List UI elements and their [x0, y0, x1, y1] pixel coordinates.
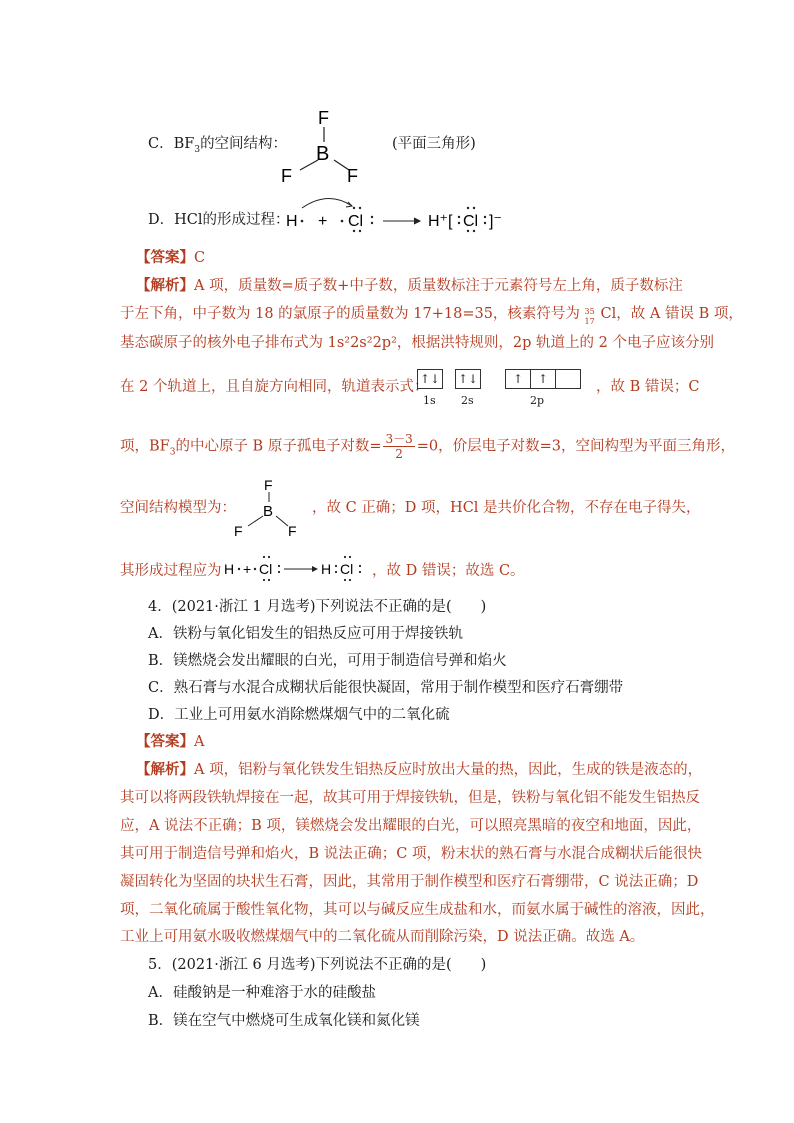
bf3-structure-analysis: [228, 474, 308, 542]
q3-option-d: D．HCl的形成过程：: [148, 212, 290, 228]
atom-f-top: F: [318, 108, 329, 128]
orbital-box-2p-3: [555, 369, 581, 389]
q3-analysis-line-7b: ，故 D 错误；故选 C。: [372, 563, 525, 579]
q4-analysis-line-7: 工业上可用氨水吸收燃煤烟气中的二氧化硫从而削除污染，D 说法正确。故选 A。: [120, 929, 645, 945]
atom-f-right: F: [288, 523, 297, 539]
q3-analysis-line-1: 【解析】A 项，质量数=质子数+中子数，质量数标注于元素符号左上角，质子数标注: [136, 277, 683, 294]
atom-h: H: [286, 213, 298, 230]
atom-cl: Cl: [259, 561, 273, 577]
q4-analysis-line-1: 【解析】A 项，铝粉与氧化铁发生铝热反应时放出大量的热，因此，生成的铁是液态的，: [136, 761, 703, 778]
q4-option-c: C．熟石膏与水混合成糊状后能很快凝固，常用于制作模型和医疗石膏绷带: [148, 680, 624, 696]
atom-f-top: F: [264, 477, 273, 493]
isotope-notation: 35 17: [584, 307, 595, 326]
hcl-formation-analysis: [222, 548, 374, 588]
q4-analysis-line-6: 项，二氧化硫属于酸性氧化物，其可以与碱反应生成盐和水，而氨水属于碱性的溶液，因此，: [120, 902, 715, 918]
q3-option-c: C．$BF_3$的空间结构：: [148, 136, 288, 155]
q4-option-d: D．工业上可用氨水消除燃煤烟气中的二氧化硫: [148, 707, 450, 723]
q4-stem: 4．(2021·浙江 1 月选考)下列说法不正确的是( ): [148, 599, 487, 615]
atom-b: B: [316, 143, 330, 165]
q5-option-a: A．硅酸钠是一种难溶于水的硅酸盐: [148, 985, 376, 1001]
hcl-product-ion: H⁺[: [428, 213, 453, 230]
chloride-ion: Cl: [463, 213, 479, 230]
orbital-diagram: [417, 369, 597, 409]
plus-sign: +: [318, 213, 328, 230]
atom-b: B: [263, 503, 274, 520]
q3-analysis-line-2: 于左下角，中子数为 18 的氯原子的质量数为 17+18=35，核素符号为 35 17 Cl，故 A 错误 B 项，: [120, 306, 743, 326]
q4-answer: 【答案】A: [136, 733, 205, 750]
lone-pair-fraction: $\frac{3-3}{2}$: [385, 432, 413, 461]
hcl-formation-diagram: [280, 192, 510, 236]
q4-analysis-line-3: 应，A 说法不正确；B 项，镁燃烧会发出耀眼的白光，可以照亮黑暗的夜空和地面，因此，: [120, 818, 702, 834]
orbital-label-2p: 2p: [530, 394, 545, 407]
q3-analysis-line-4b: ，故 B 错误；C: [596, 379, 700, 395]
orbital-box-1s: ↑↓: [417, 369, 443, 389]
atom-f-left: F: [234, 523, 243, 539]
orbital-label-2s: 2s: [461, 394, 474, 407]
q3-analysis-line-6b: ，故 C 正确；D 项，HCl 是共价化合物，不存在电子得失，: [312, 500, 701, 516]
atom-f-right: F: [347, 166, 358, 186]
q3-analysis-line-3: 基态碳原子的核外电子排布式为 1s²2s²2p²，根据洪特规则，2p 轨道上的 2 个电子应该分别: [120, 335, 714, 351]
q4-option-b: B．镁燃烧会发出耀眼的白光，可用于制造信号弹和焰火: [148, 653, 507, 669]
orbital-box-2p-2: ↑: [530, 369, 556, 389]
plus-sign: +: [243, 561, 252, 577]
atom-f-left: F: [281, 166, 292, 186]
q5-option-b: B．镁在空气中燃烧可生成氧化镁和氮化镁: [148, 1013, 420, 1029]
q4-analysis-line-2: 其可以将两段铁轨焊接在一起，故其可用于焊接铁轨，但是，铁粉与氧化铝不能发生铝热反: [120, 790, 700, 806]
q3-analysis-line-7: 其形成过程应为: [120, 563, 222, 579]
option-c-shape-label: (平面三角形): [392, 136, 476, 152]
atom-h-product: H: [321, 561, 332, 577]
q3-analysis-line-4: 在 2 个轨道上，且自旋方向相同，轨道表示式：: [120, 379, 429, 395]
q4-option-a: A．铁粉与氧化铝发生的铝热反应可用于焊接铁轨: [148, 626, 463, 642]
atom-cl: Cl: [348, 213, 364, 230]
q5-stem: 5．(2021·浙江 6 月选考)下列说法不正确的是( ): [148, 957, 487, 973]
atom-cl-product: Cl: [340, 561, 354, 577]
q3-analysis-line-6: 空间结构模型为：: [120, 500, 236, 516]
orbital-label-1s: 1s: [423, 394, 436, 407]
orbital-box-2s: ↑↓: [455, 369, 481, 389]
bracket-charge: ]⁻: [489, 213, 502, 230]
q3-answer: 【答案】C: [136, 249, 206, 266]
bf3-structure-option-c: [275, 102, 375, 188]
atom-h: H: [224, 561, 235, 577]
orbital-box-2p-1: ↑: [505, 369, 531, 389]
q3-analysis-line-5: 项，$BF_3$的中心原子 B 原子孤电子对数= $\frac{3-3}{2}$ =0，价层电子对数=3，空间构型为平面三角形，: [120, 432, 736, 461]
q4-analysis-line-4: 其可用于制造信号弹和焰火，B 说法正确；C 项，粉末状的熟石膏与水混合成糊状后能很快: [120, 846, 702, 862]
q4-analysis-line-5: 凝固转化为坚固的块状生石膏，因此，其常用于制作模型和医疗石膏绷带，C 说法正确；D: [120, 874, 699, 890]
